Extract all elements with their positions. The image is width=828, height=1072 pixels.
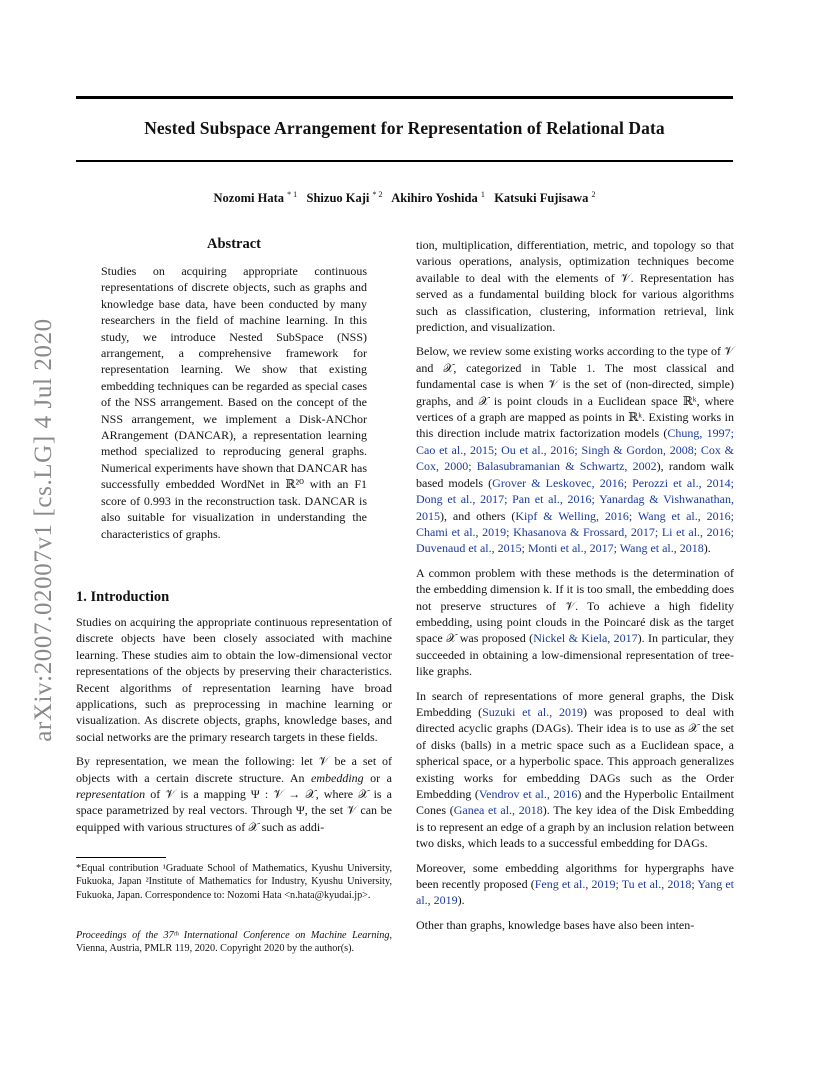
right-column (416, 237, 734, 941)
footnote-rule (76, 857, 166, 858)
paragraph: In search of representations of more general graphs, the Disk Embedding (Suzuki et al., 2019) was proposed to deal with directed acyclic graphs (DAGs). Their idea is to use as 𝒳 the set of disks (balls) in a metric space such as a Euclidean space, a spherical space, or a hyperbolic space. This approach generalizes existing works for embedding DAGs such as the Order Embedding (Vendrov et al., 2016) and the Hyperbolic Entailment Cones (Ganea et al., 2018). The key idea of the Disk Embedding is to represent an edge of a graph by an inclusion relation between two disks, which leads to a successful embedding for DAGs. (416, 688, 735, 851)
author: Shizuo Kaji $^{* 2}$ (306, 190, 383, 206)
paragraph: By representation, we mean the following: let 𝒱 be a set of objects with a certain discrete structure. An embedding or a representation of 𝒱 is a mapping Ψ : 𝒱 → 𝒳, where 𝒳 is a space parametrized by real vectors. Through Ψ, the set 𝒱 can be equipped with various structures of 𝒳 such as addi- (76, 754, 392, 834)
top-rule (76, 96, 733, 99)
paragraph: Studies on acquiring the appropriate continuous representation of discrete objects have been closely associated with machine learning. These studies aim to obtain the low-dimensional vector representations of the objects by preserving their characteristics. Recent algorithms of representation learning have broad applications, such as preprocessing in machine learning or visualization. As discrete objects, graphs, knowledge bases, and social networks are the primary research targets in these fields. (76, 615, 392, 744)
author: Katsuki Fujisawa $^2$ (494, 190, 596, 206)
paragraph: A common problem with these methods is the determination of the embedding dimension k. If it is too small, the embedding does not preserve structures of 𝒱. To achieve a high fidelity embedding, using point clouds in the Poincaré disk as the target space 𝒳 was proposed (Nickel & Kiela, 2017). In particular, they succeeded in obtaining a low-dimensional representation of tree-like graphs. (416, 565, 734, 679)
citation-link[interactable]: Feng et al., 2019; Tu et al., 2018; Yang et al., 2019 (416, 877, 734, 908)
citation-link[interactable]: Vendrov et al., 2016 (478, 787, 578, 801)
citation-link[interactable]: Ganea et al., 2018 (453, 803, 543, 818)
table-ref-link[interactable]: 1 (586, 360, 593, 375)
title-bottom-rule (76, 160, 733, 162)
author: Nozomi Hata $^{* 1}$ (213, 190, 298, 206)
arxiv-watermark[interactable]: arXiv:2007.02007v1 [cs.LG] 4 Jul 2020 (30, 318, 57, 742)
paper-title: Nested Subspace Arrangement for Representation of Relational Data (144, 118, 665, 138)
introduction-body (76, 614, 392, 843)
paragraph: Other than graphs, knowledge bases have also been inten- (416, 917, 695, 932)
citation-link[interactable]: Nickel & Kiela, 2017 (533, 631, 638, 646)
abstract-heading: Abstract (207, 236, 261, 252)
footnote: *Equal contribution ¹Graduate School of Mathematics, Kyushu University, Fukuoka, Japan ²Institute of Mathematics for Industry, Kyushu University, Fukuoka, Japan. Correspondence to: Nozomi Hata <n.hata@kyudai.jp>. (76, 863, 392, 901)
paragraph: tion, multiplication, differentiation, metric, and topology so that various operations, analysis, optimization techniques become available to deal with the elements of 𝒱. Representation has served as a fundamental building block for various algorithms such as classification, clustering, information retrieval, link prediction, and visualization. (416, 238, 734, 335)
author: Akihiro Yoshida $^1$ (391, 190, 485, 206)
abstract-text: Studies on acquiring appropriate continuous representations of discrete objects, such as graphs and knowledge base data, have been conducted by many researchers in the field of machine learning. In this study, we introduce Nested SubSpace (NSS) arrangement, a comprehensive framework for representation learning. We show that existing embedding techniques can be regarded as special cases of the NSS arrangement. Based on the concept of the NSS arrangement, we implement a Disk-ANChor ARrangement (DANCAR), a representation learning method specialized to reproducing general graphs. Numerical experiments have shown that DANCAR has successfully embedded WordNet in ℝ²⁰ with an F1 score of 0.993 in the reconstruction task. DANCAR is also suitable for visualization in understanding the characteristics of graphs. (101, 264, 367, 541)
citation-link[interactable]: Chung, 1997; Cao et al., 2015; Ou et al., 2016; Singh & Gordon, 2008; Cox & Cox, 2000; Balasubramanian & Schwartz, 2002 (416, 426, 734, 474)
section-heading-introduction: 1. Introduction (76, 589, 170, 605)
citation-link[interactable]: Kipf & Welling, 2016; Wang et al., 2016; Chami et al., 2019; Khasanova & Frossard, 2017; Li et al., 2016; Duvenaud et al., 2015; Monti et al., 2017; Wang et al., 2018 (416, 508, 734, 556)
citation-link[interactable]: Suzuki et al., 2019 (482, 704, 583, 719)
author-list (76, 190, 733, 206)
paragraph: Moreover, some embedding algorithms for hypergraphs have been recently proposed (Feng et al., 2019; Tu et al., 2018; Yang et al., 2019). (416, 860, 734, 908)
citation-link[interactable]: Grover & Leskovec, 2016; Perozzi et al., 2014; Dong et al., 2017; Pan et al., 2016; Yanardag & Vishwanathan, 2015 (416, 475, 734, 523)
paragraph: Below, we review some existing works according to the type of 𝒱 and 𝒳, categorized in Table 1. The most classical and fundamental case is when 𝒱 is the set of (non-directed, simple) graphs, and 𝒳 is point clouds in a Euclidean space ℝᵏ, where vertices of a graph are mapped as points in ℝᵏ. Existing works in this direction include matrix factorization models (Chung, 1997; Cao et al., 2015; Ou et al., 2016; Singh & Gordon, 2008; Cox & Cox, 2000; Balasubramanian & Schwartz, 2002), random walk based models (Grover & Leskovec, 2016; Perozzi et al., 2014; Dong et al., 2017; Pan et al., 2016; Yanardag & Vishwanathan, 2015), and others (Kipf & Welling, 2016; Wang et al., 2016; Chami et al., 2019; Khasanova & Frossard, 2017; Li et al., 2016; Duvenaud et al., 2015; Monti et al., 2017; Wang et al., 2018). (416, 344, 735, 556)
proceedings-note: Proceedings of the 37ᵗʰ International Conference on Machine Learning, Vienna, Austria, PMLR 119, 2020. Copyright 2020 by the author(s). (76, 930, 392, 955)
